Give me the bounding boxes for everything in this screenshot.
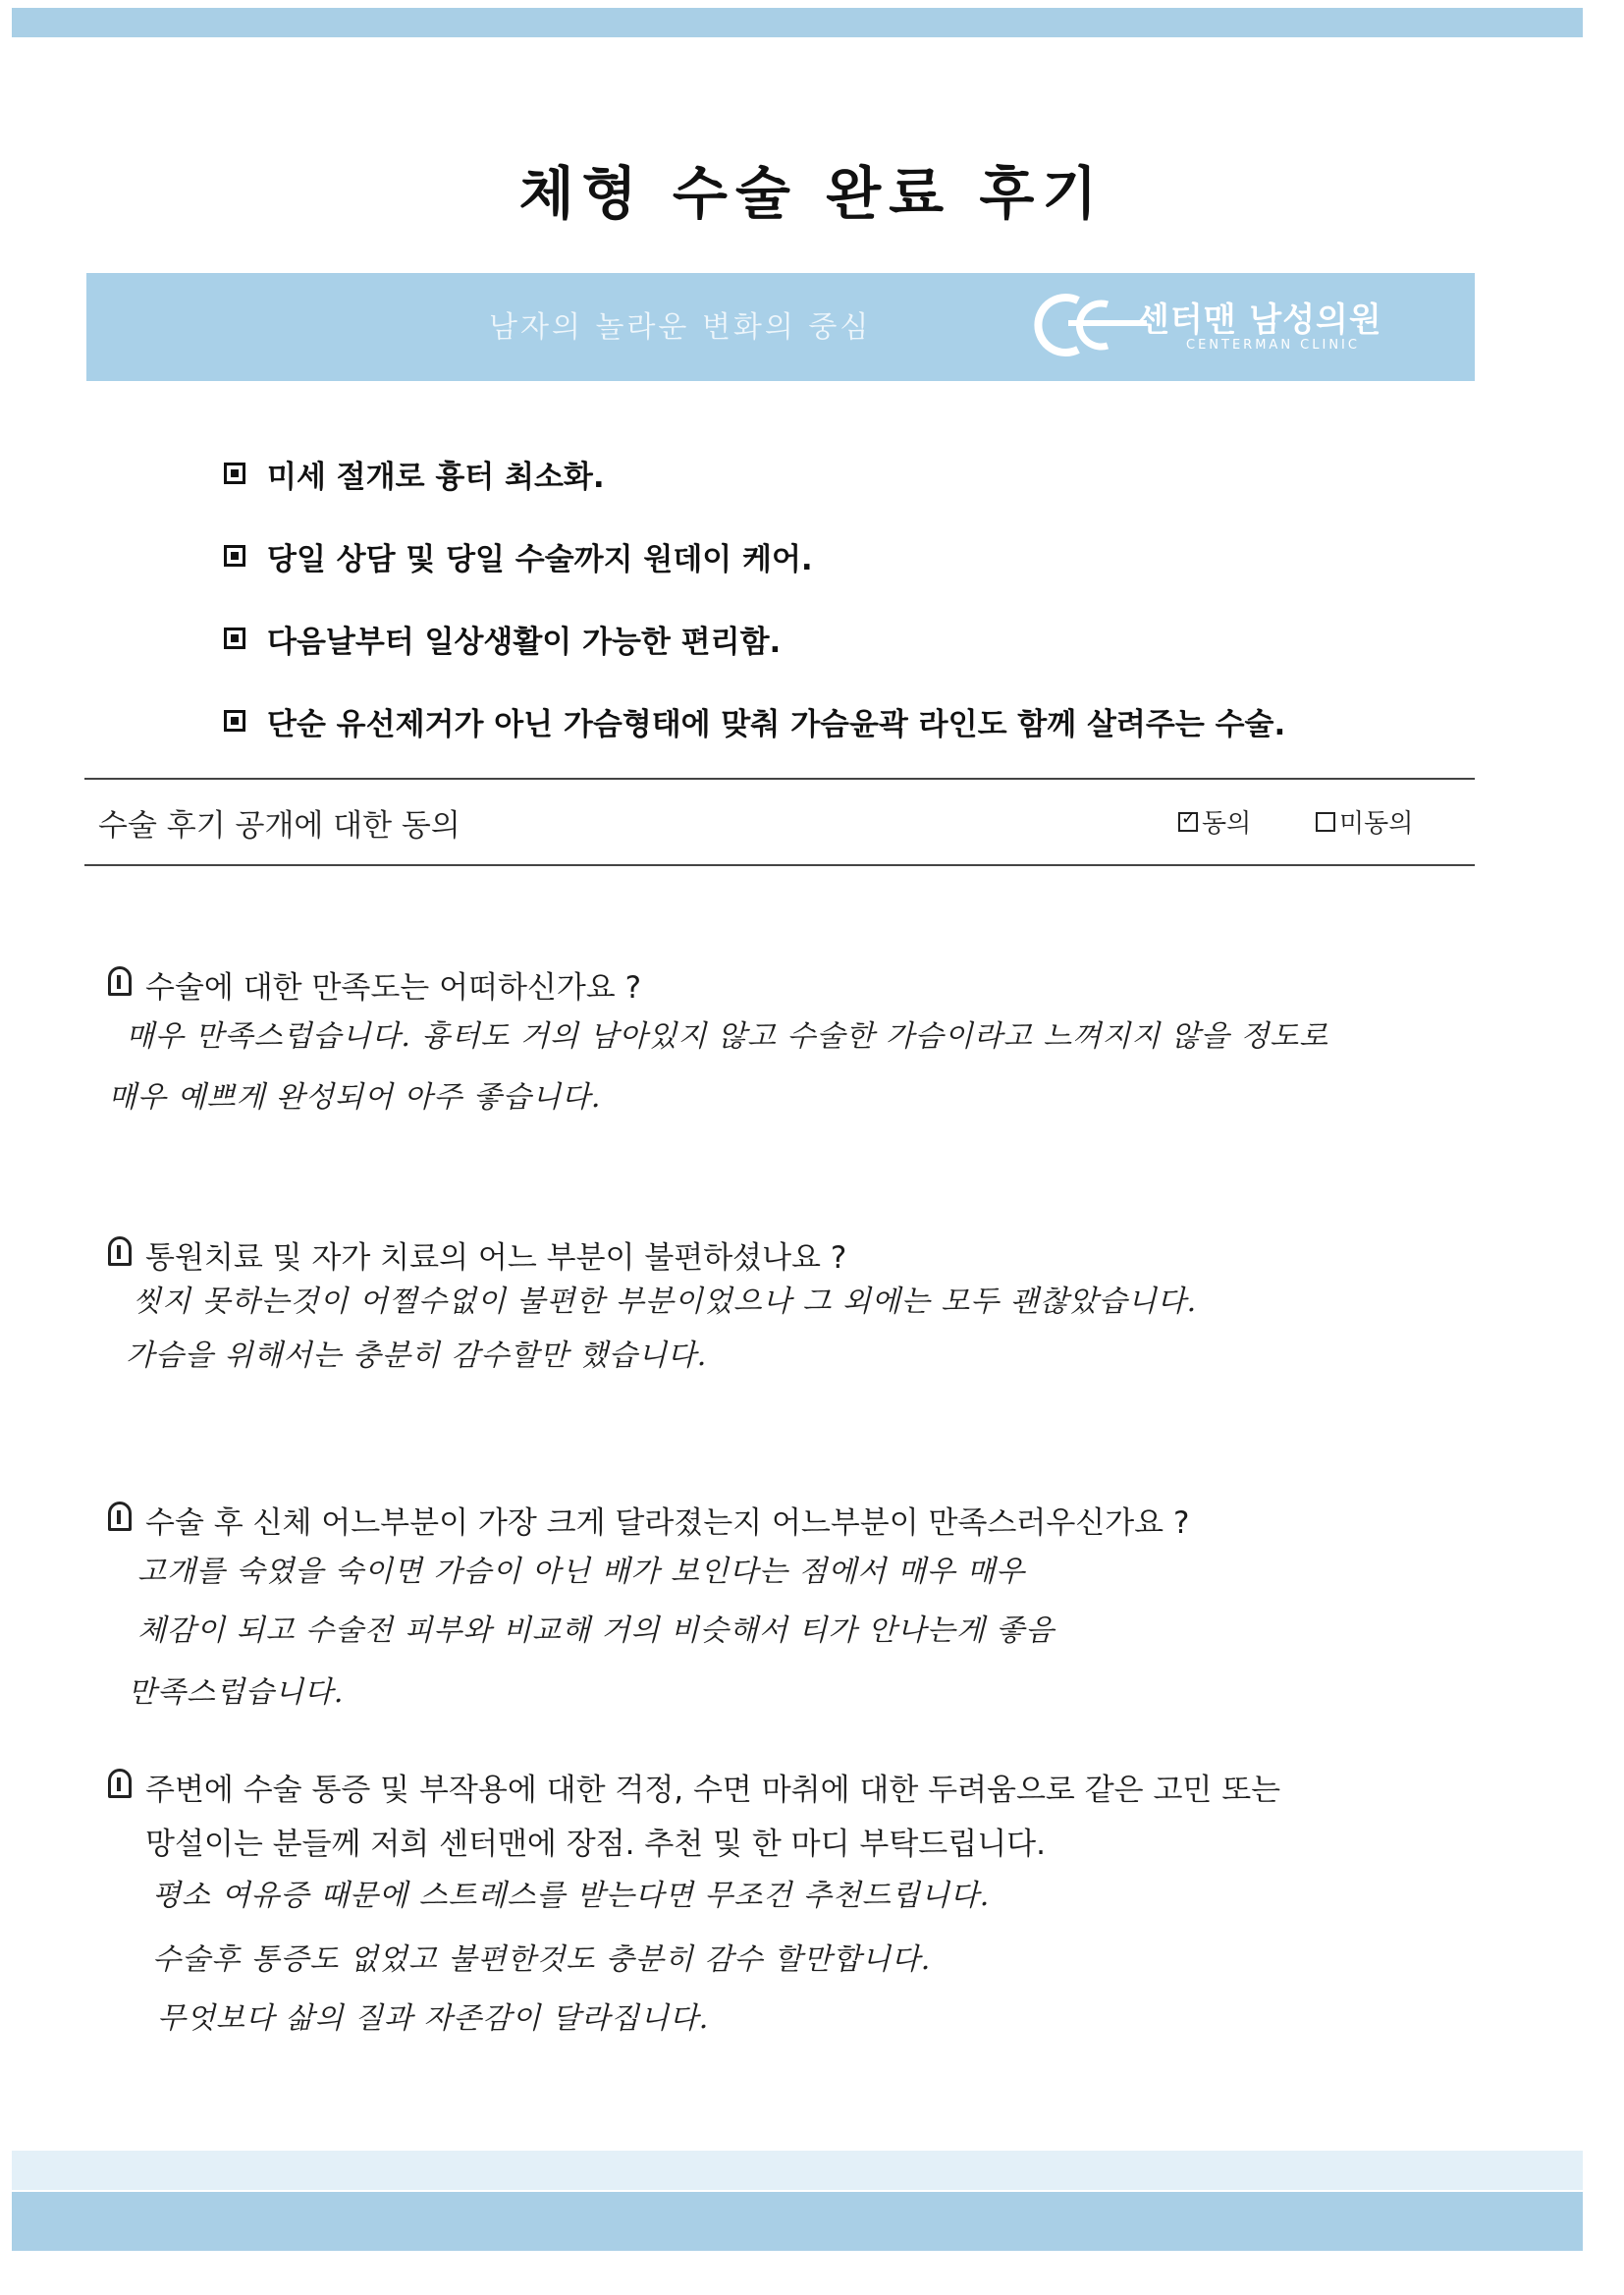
clinic-name-en: CENTERMAN CLINIC [1186,338,1360,353]
square-bullet-icon [224,710,245,732]
consent-label: 수술 후기 공개에 대한 동의 [98,808,460,844]
question-1 [108,962,641,1007]
consent-disagree-option[interactable] [1316,803,1413,840]
square-bullet-icon [224,628,245,649]
handwritten-answer-line: 가슴을 위해서는 충분히 감수할만 했습니다. [126,1339,708,1373]
feature-text: 다음날부터 일상생활이 가능한 편리함. [267,624,782,660]
agree-label: 동의 [1202,809,1252,839]
handwritten-answer-line: 무엇보다 삶의 질과 자존감이 달라집니다. [157,2001,710,2036]
question-mark-icon [108,966,132,996]
feature-list [224,432,1285,762]
question-mark-icon [108,1502,132,1531]
feature-item [224,597,1285,680]
handwritten-answer-line: 체감이 되고 수술전 피부와 비교해 거의 비슷해서 티가 안나는게 좋음 [137,1613,1056,1648]
feature-text: 단순 유선제거가 아닌 가슴형태에 맞춰 가슴윤곽 라인도 함께 살려주는 수술. [267,706,1286,742]
square-bullet-icon [224,463,245,484]
question-text: 수술 후 신체 어느부분이 가장 크게 달라졌는지 어느부분이 만족스러우신가요 ? [145,1505,1190,1541]
banner-slogan: 남자의 놀라운 변화의 중심 [489,310,872,345]
top-color-band [12,8,1583,37]
question-2 [108,1232,846,1277]
handwritten-answer-line: 씻지 못하는것이 어쩔수없이 불편한 부분이었으나 그 외에는 모두 괜찮았습니다. [133,1284,1198,1319]
document-title: 체형 수술 완료 후기 [518,160,1106,227]
bottom-color-band [12,2192,1583,2251]
consent-agree-option[interactable] [1178,803,1251,840]
question-text: 수술에 대한 만족도는 어떠하신가요 ? [145,970,642,1006]
question-mark-icon [108,1236,132,1266]
handwritten-answer-line: 매우 만족스럽습니다. 흉터도 거의 남아있지 않고 수술한 가슴이라고 느껴지지 않을 정도로 [126,1019,1329,1054]
question-text: 통원치료 및 자가 치료의 어느 부분이 불편하셨나요 ? [145,1240,847,1276]
feature-item [224,515,1285,597]
divider [84,778,1475,780]
question-4 [108,1765,1280,1809]
handwritten-answer-line: 매우 예쁘게 완성되어 아주 좋습니다. [108,1080,602,1115]
square-bullet-icon [224,545,245,567]
feature-item [224,680,1285,762]
feature-item [224,432,1285,515]
agree-checkbox[interactable] [1178,812,1198,832]
question-mark-icon [108,1769,132,1798]
question-text: 주변에 수술 통증 및 부작용에 대한 걱정, 수면 마취에 대한 두려움으로 같은 고민 또는 [145,1773,1281,1808]
handwritten-answer-line: 만족스럽습니다. [128,1675,345,1710]
disagree-label: 미동의 [1339,809,1414,839]
clinic-logo-icon [1009,291,1157,359]
handwritten-answer-line: 고개를 숙였을 숙이면 가슴이 아닌 배가 보인다는 점에서 매우 매우 [137,1555,1026,1589]
divider [84,864,1475,866]
handwritten-answer-line: 평소 여유증 때문에 스트레스를 받는다면 무조건 추천드립니다. [152,1879,991,1913]
question-3 [108,1498,1189,1542]
clinic-banner [86,273,1475,381]
handwritten-answer-line: 수술후 통증도 없었고 불편한것도 충분히 감수 할만합니다. [152,1942,932,1977]
question-text-continued: 망설이는 분들께 저희 센터맨에 장점. 추천 및 한 마디 부탁드립니다. [145,1827,1046,1862]
feature-text: 당일 상담 및 당일 수술까지 원데이 케어. [267,541,813,577]
bottom-light-band [12,2151,1583,2190]
disagree-checkbox[interactable] [1316,812,1335,832]
feature-text: 미세 절개로 흉터 최소화. [267,459,605,495]
clinic-name: 센터맨 남성의원 [1137,301,1382,340]
